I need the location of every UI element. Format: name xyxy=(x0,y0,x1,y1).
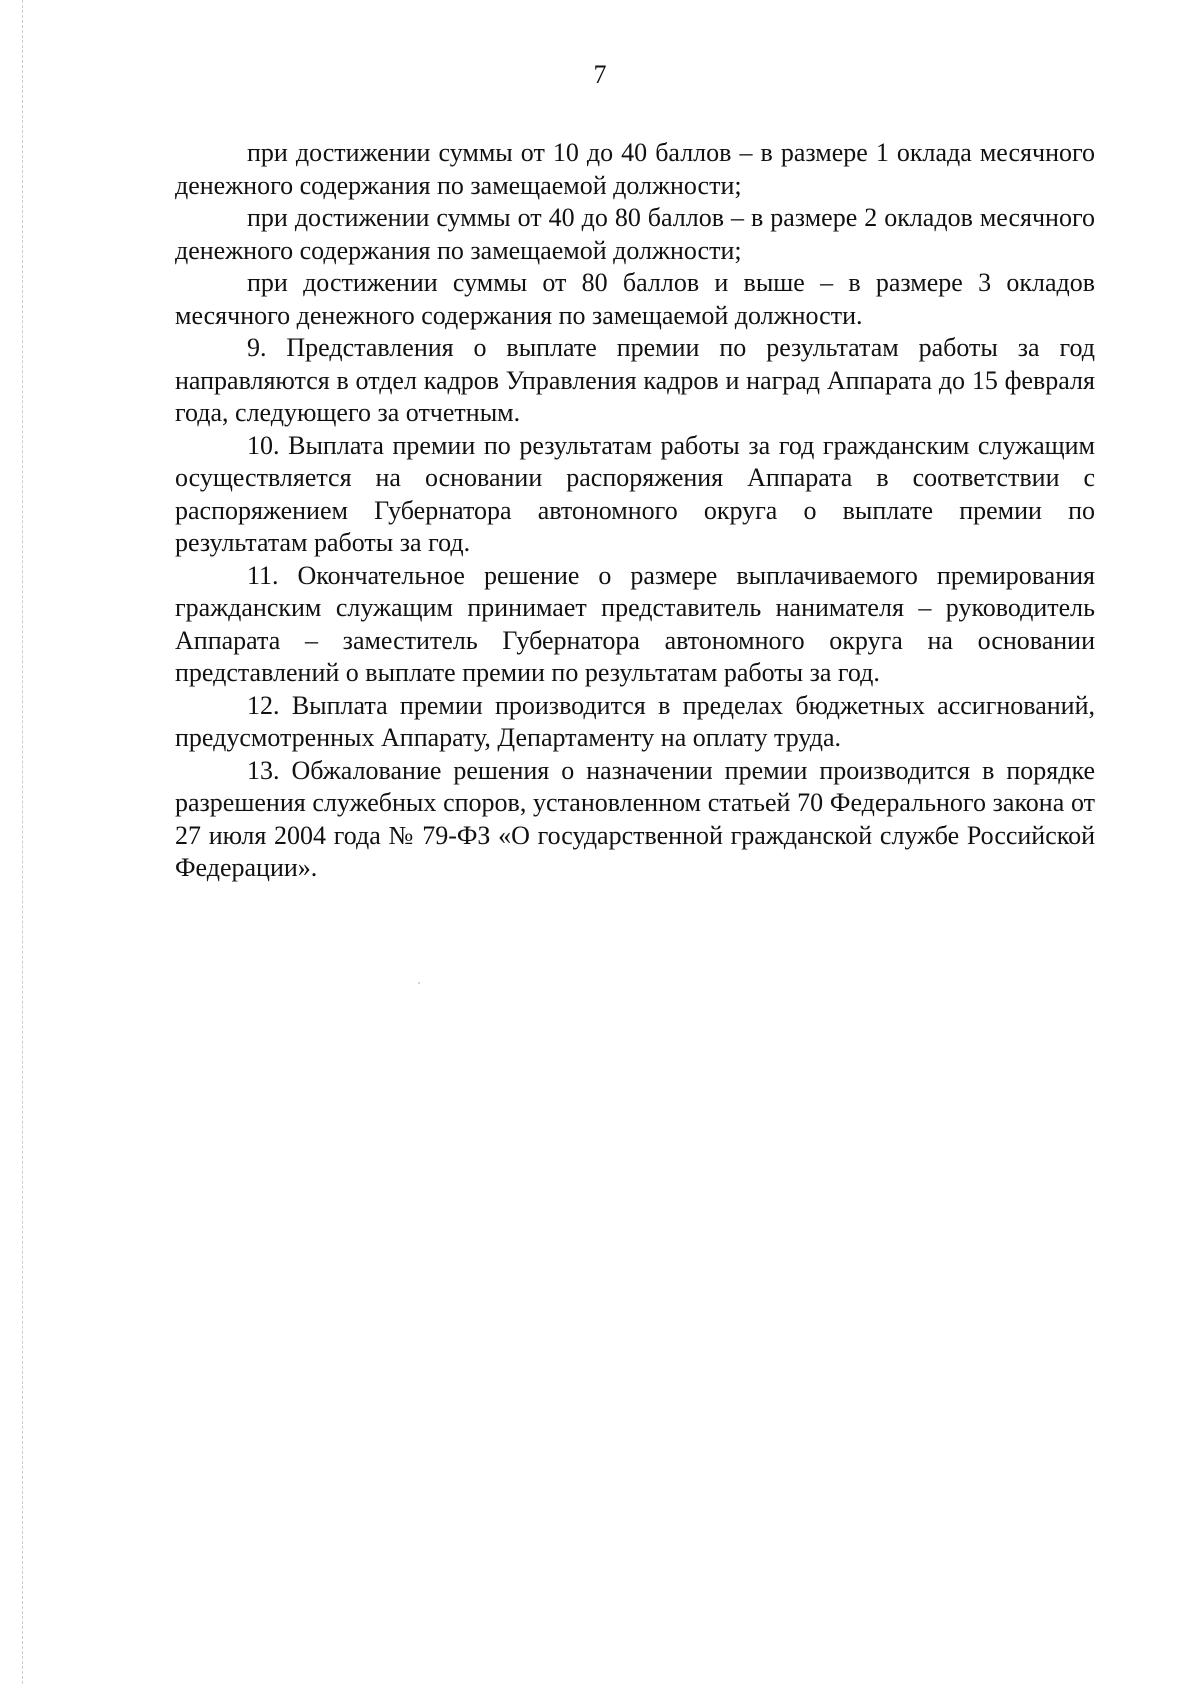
paragraph-bonus-tier-2: при достижении суммы от 40 до 80 баллов – в размере 2 окладов месячного денежного содержания по замещаемой должности; xyxy=(175,203,1095,265)
document-body xyxy=(175,137,1095,885)
paragraph-item-9: 9. Представления о выплате премии по результатам работы за год направляются в отдел кадров Управления кадров и наград Аппарата до 15 февраля года, следующего за отчетным. xyxy=(175,333,1095,427)
paragraph-item-12: 12. Выплата премии производится в пределах бюджетных ассигнований, предусмотренных Аппарату, Департаменту на оплату труда. xyxy=(175,690,1095,752)
scan-edge-artifact xyxy=(22,0,23,1684)
paragraph-bonus-tier-1: при достижении суммы от 10 до 40 баллов – в размере 1 оклада месячного денежного содержания по замещаемой должности; xyxy=(175,138,1095,200)
paragraph-item-10: 10. Выплата премии по результатам работы за год гражданским служащим осуществляется на основании распоряжения Аппарата в соответствии с распоряжением Губернатора автономного округа о выплате премии по результатам работы за год. xyxy=(175,430,1095,557)
page-number: 7 xyxy=(593,60,607,89)
paragraph-item-11: 11. Окончательное решение о размере выплачиваемого премирования гражданским служащим принимает представитель нанимателя – руководитель Аппарата – заместитель Губернатора автономного округа на основании представлений о выплате премии по результатам работы за год. xyxy=(175,560,1095,687)
paragraph-item-13: 13. Обжалование решения о назначении премии производится в порядке разрешения служебных споров, установленном статьей 70 Федерального закона от 27 июля 2004 года № 79-ФЗ «О государственной гражданской службе Российской Федерации». xyxy=(175,755,1095,882)
paragraph-bonus-tier-3: при достижении суммы от 80 баллов и выше – в размере 3 окладов месячного денежного содержания по замещаемой должности. xyxy=(175,268,1095,330)
scan-speck xyxy=(418,982,420,984)
